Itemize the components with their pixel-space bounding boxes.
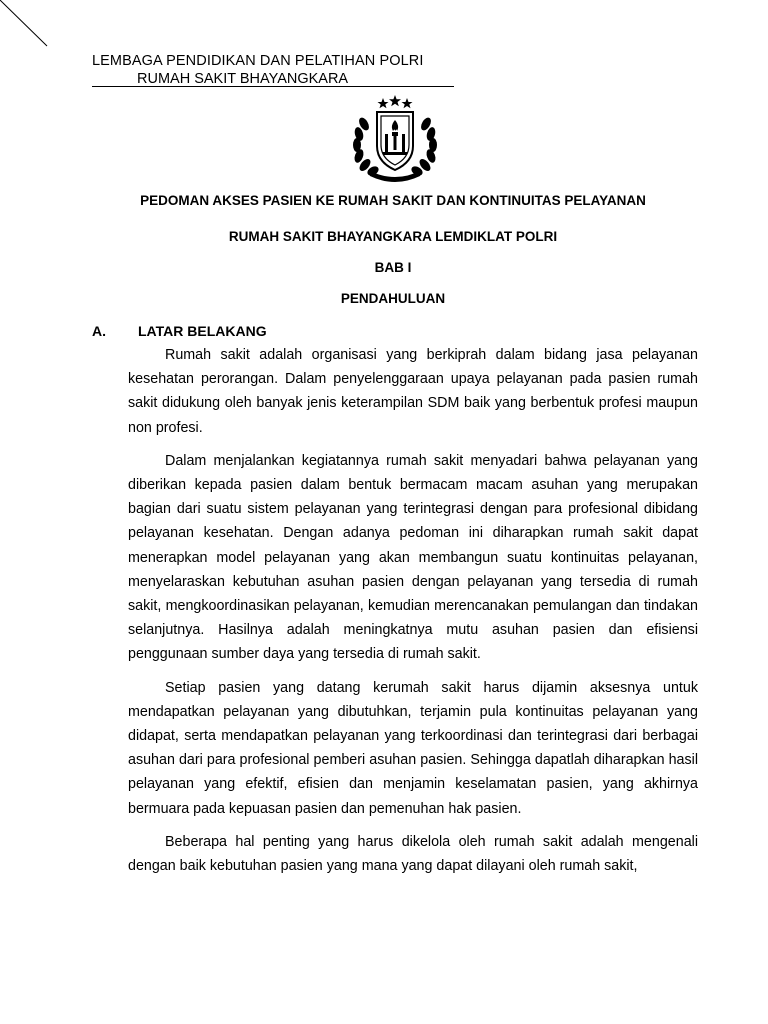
- section-title: LATAR BELAKANG: [138, 323, 267, 339]
- paragraph: Setiap pasien yang datang kerumah sakit harus dijamin aksesnya untuk mendapatkan pelayanan yang dibutuhkan, terjamin pula kontinuitas pelayanan yang didapat, serta mendapatkan pelayanan yang terkoordinasi dan terintegrasi dari berbagai asuhan dari para profesional pemberi asuhan pasien. Sehingga dapatlah diharapkan hasil pelayanan yang efektif, efisien dan menjamin keselamatan pasien, yang akhirnya bermuara pada kepuasan pasien dan pemenuhan hak pasien.: [128, 679, 698, 817]
- institution-header: [92, 52, 454, 88]
- paragraph: Rumah sakit adalah organisasi yang berkiprah dalam bidang jasa pelayanan kesehatan perorangan. Dalam penyelenggaraan upaya pelayanan pada pasien rumah sakit didukung oleh banyak jenis keterampilan SDM baik yang berbentuk profesi maupun non profesi.: [128, 347, 698, 436]
- body-text: [128, 343, 698, 887]
- paragraph: Beberapa hal penting yang harus dikelola oleh rumah sakit adalah mengenali dengan baik kebutuhan pasien yang mana yang dapat dilayani oleh rumah sakit,: [128, 833, 698, 875]
- institution-name: LEMBAGA PENDIDIKAN DAN PELATIHAN POLRI: [92, 53, 424, 69]
- chapter-number: BAB I: [374, 260, 412, 275]
- section-number: A.: [92, 323, 106, 339]
- header-rule: [92, 86, 454, 87]
- section-heading: [92, 322, 267, 340]
- document-subtitle: RUMAH SAKIT BHAYANGKARA LEMDIKLAT POLRI: [228, 229, 558, 244]
- paragraph: Dalam menjalankan kegiatannya rumah sakit menyadari bahwa pelayanan yang diberikan kepada pasien dalam bentuk bermacam macam asuhan yang merupakan bagian dari suatu sistem pelayanan yang terintegrasi dengan para profesional dibidang pelayanan kesehatan. Dengan adanya pedoman ini diharapkan rumah sakit dapat menerapkan model pelayanan yang akan membangun suatu kontinuitas pelayanan, menyelaraskan kebutuhan asuhan pasien dengan pelayanan yang tersedia di rumah sakit, mengkoordinasikan pelayanan, kemudian merencanakan pemulangan dan tindakan selanjutnya. Hasilnya adalah meningkatnya mutu asuhan pasien dan efisiensi penggunaan sumber daya yang tersedia di rumah sakit.: [128, 452, 698, 663]
- document-title: PEDOMAN AKSES PASIEN KE RUMAH SAKIT DAN KONTINUITAS PELAYANAN: [140, 193, 646, 208]
- polri-emblem-icon: [346, 94, 444, 182]
- corner-fold-line: [0, 0, 64, 64]
- chapter-title: PENDAHULUAN: [340, 291, 446, 306]
- hospital-name: RUMAH SAKIT BHAYANGKARA: [137, 71, 349, 87]
